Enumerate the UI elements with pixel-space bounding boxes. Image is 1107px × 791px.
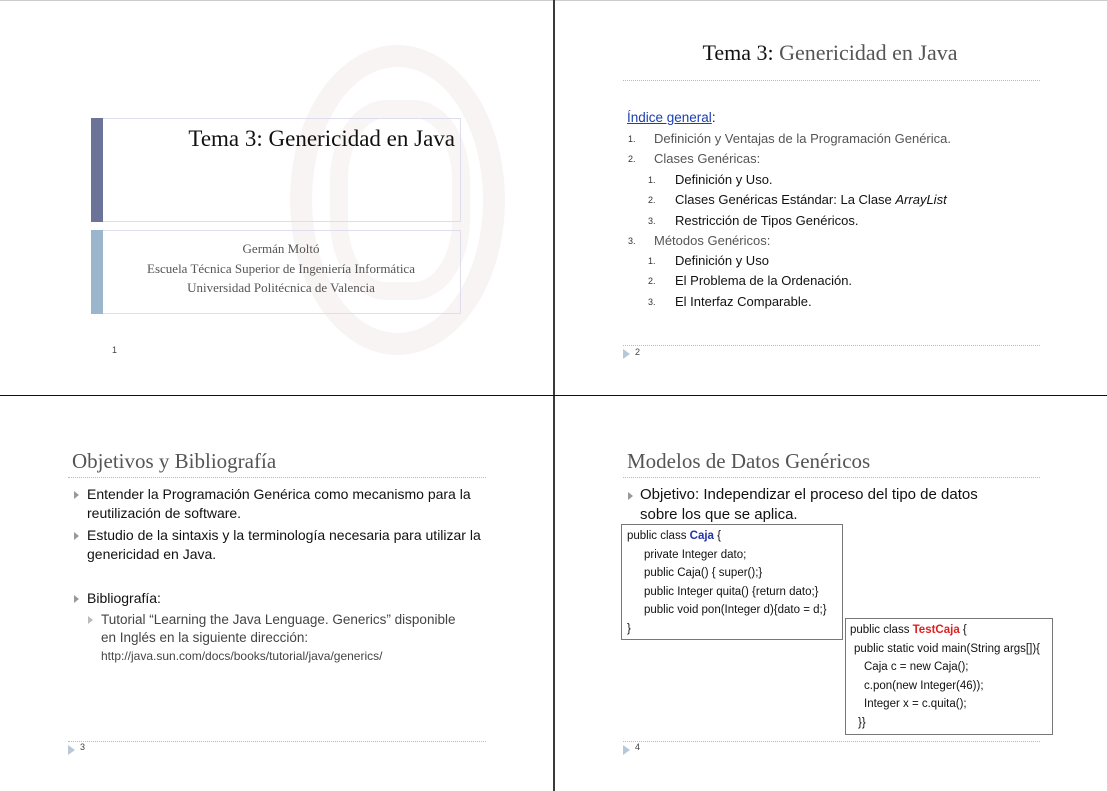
sub-bullet-icon [88, 616, 93, 624]
bullet-icon [74, 595, 79, 603]
index-subitem: El Interfaz Comparable. [675, 294, 812, 309]
slide-title: Tema 3: Genericidad en Java [702, 40, 958, 65]
bullet-text: Bibliografía: [87, 590, 161, 606]
bullet-text: Objetivo: Independizar el proceso del tipo de datos sobre los que se aplica. [640, 486, 978, 523]
index-subitem: Clases Genéricas Estándar: La Clase ArrayList [675, 192, 947, 207]
footer-rule [623, 345, 1040, 346]
index-heading: Índice general: [627, 110, 716, 125]
index-item: Clases Genéricas: [654, 151, 761, 166]
slide-title: Modelos de Datos Genéricos [627, 449, 871, 473]
index-subitem: Definición y Uso. [675, 172, 773, 187]
page-number: 4 [635, 742, 641, 752]
slide-title: Objetivos y Bibliografía [72, 449, 277, 473]
index-link[interactable]: Índice general [627, 110, 712, 125]
bullet-icon [74, 532, 79, 540]
bibliography-url: http://java.sun.com/docs/books/tutorial/java/generics/ [101, 649, 383, 663]
bullet-icon [74, 491, 79, 499]
slide-marker-icon [623, 349, 630, 359]
title-rule [623, 80, 1040, 81]
subtitle-accent-bar [91, 230, 103, 314]
footer-rule [68, 741, 486, 742]
code-box-caja: public class Caja { private Integer dato; public Caja() { super();} public Integer quita() {return dato;} public void pon(Integer d){dato = d;} } [621, 524, 843, 640]
author: Germán Moltó [242, 241, 320, 256]
bullet-icon [628, 492, 633, 500]
slide-title: Tema 3: Genericidad en Java [188, 126, 455, 151]
slide-marker-icon [68, 745, 75, 755]
class-name: Caja [689, 530, 714, 542]
bullet-text: Entender la Programación Genérica como mecanismo para la reutilización de software. [87, 486, 471, 521]
sub-bullet-text: Tutorial “Learning the Java Lenguage. Generics” disponible en Inglés en la siguiente dirección: http://java.sun.com/docs/books/tutorial/java/generics/ [101, 612, 456, 663]
title-rule [623, 477, 1040, 478]
school: Escuela Técnica Superior de Ingeniería Informática [147, 260, 415, 276]
university: Universidad Politécnica de Valencia [187, 280, 375, 295]
page-number: 2 [635, 347, 641, 357]
index-subitem: Definición y Uso [675, 253, 769, 268]
class-name: TestCaja [912, 624, 960, 636]
index-subitem: El Problema de la Ordenación. [675, 273, 853, 288]
title-rule [68, 477, 486, 478]
bullet-text: Estudio de la sintaxis y la terminología necesaria para utilizar la genericidad en Java. [87, 527, 481, 562]
index-subitem: Restricción de Tipos Genéricos. [675, 213, 859, 228]
slide-subtitle [103, 239, 459, 298]
code-box-testcaja: public class TestCaja { public static void main(String args[]){ Caja c = new Caja(); c.pon(new Integer(46)); Integer x = c.quita(); }} [845, 618, 1053, 735]
horizontal-divider [0, 395, 1107, 396]
page-number: 1 [112, 345, 118, 355]
title-accent-bar [91, 118, 103, 222]
slide-marker-icon [623, 745, 630, 755]
page-number: 3 [80, 742, 86, 752]
index-item: Métodos Genéricos: [654, 233, 771, 248]
index-item: Definición y Ventajas de la Programación Genérica. [654, 131, 951, 146]
footer-rule [623, 741, 1040, 742]
